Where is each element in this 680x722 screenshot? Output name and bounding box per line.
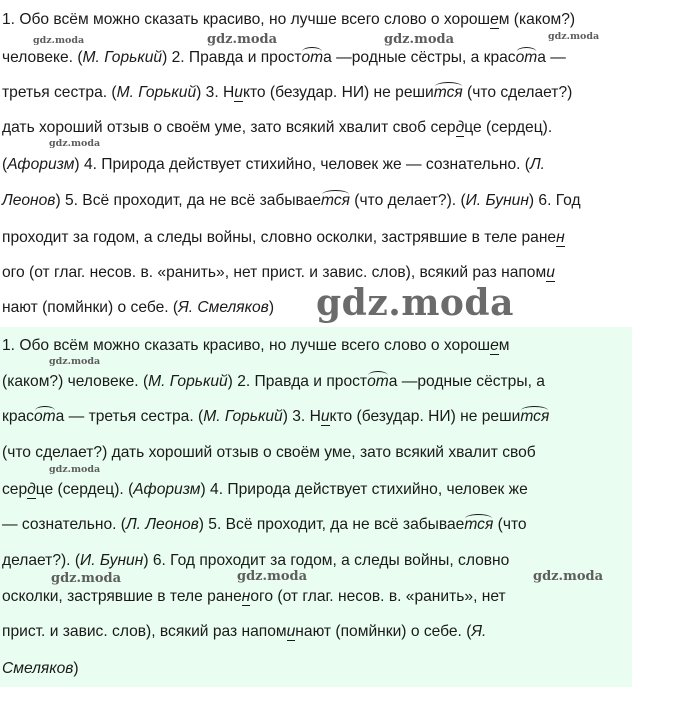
text-segment: (что сделает?) — [462, 84, 573, 101]
text-segment: дать хороший отзыв о своём уме, зато всякий хвалит своб сер — [2, 119, 456, 136]
text-segment: (что — [493, 516, 527, 533]
text-line — [2, 118, 552, 138]
text-segment: ) 6. Год проходит за годом, а следы войны, словно — [143, 552, 510, 569]
watermark-text: gdz.moda — [533, 569, 604, 584]
text-segment: ) 3. Н — [282, 408, 321, 425]
author-citation: Афоризм — [7, 156, 75, 173]
text-line — [2, 191, 581, 211]
author-citation: Афоризм — [133, 481, 201, 498]
author-citation: Леонов — [2, 192, 56, 209]
text-segment: (что делает?). ( — [349, 192, 466, 209]
text-segment: (каком?) человеке. ( — [2, 373, 149, 390]
author-citation: Я. Смеляков — [178, 299, 269, 316]
morpheme-root-mark: от — [301, 49, 324, 66]
orthogram-underline: н — [241, 588, 251, 605]
text-line — [2, 515, 527, 535]
text-segment: ) 4. Природа действует стихийно, человек же — сознательно. ( — [74, 156, 530, 173]
text-line — [2, 83, 572, 103]
text-segment: кто (безудар. НИ) не реши — [329, 408, 521, 425]
text-segment: 1. Обо всём можно сказать красиво, но лучше всего слово о хорош — [2, 337, 491, 354]
text-line — [2, 443, 536, 463]
text-segment: ) 6. Год — [528, 192, 581, 209]
text-segment: ( — [2, 156, 8, 173]
text-segment: ого (от глаг. несов. в. «ранить», нет прист. и завис. слов), всякий раз напом — [2, 264, 547, 281]
watermark-text: gdz.moda — [384, 32, 455, 47]
author-citation: М. Горький — [203, 408, 283, 425]
text-segment: проходит за годом, а следы войны, словно осколки, застрявшие в теле ране — [2, 229, 557, 246]
orthogram-underline: д — [455, 119, 465, 136]
text-segment: це (сердец). — [464, 119, 553, 136]
text-segment: — сознательно. ( — [2, 516, 126, 533]
text-segment: 1. Обо всём можно сказать красиво, но лучше всего слово о хорош — [2, 11, 491, 28]
text-block-highlighted — [0, 327, 632, 687]
text-segment: нают (помйнки) о себе. ( — [2, 299, 179, 316]
morpheme-root-mark: тся — [520, 408, 550, 425]
text-segment: прист. и завис. слов), всякий раз напом — [2, 623, 287, 640]
author-citation: Смеляков — [2, 660, 74, 677]
orthogram-underline: и — [234, 84, 243, 101]
text-line — [2, 622, 486, 642]
author-citation: И. Бунин — [80, 552, 144, 569]
text-segment: м — [498, 337, 510, 354]
text-line — [2, 48, 566, 68]
watermark-text: gdz.moda — [51, 571, 122, 586]
text-segment: третья сестра. ( — [2, 84, 117, 101]
morpheme-root-mark: от — [33, 408, 56, 425]
text-line — [2, 372, 545, 392]
watermark-text: gdz.moda — [207, 32, 278, 47]
text-segment: кто (безудар. НИ) не реши — [242, 84, 434, 101]
orthogram-underline: и — [320, 408, 330, 425]
orthogram-underline: е — [490, 337, 499, 354]
text-segment: ) 5. Всё проходит, да не всё забывае — [198, 516, 465, 533]
text-segment: делает?). ( — [2, 552, 81, 569]
text-segment: а — третья сестра. ( — [55, 408, 204, 425]
author-citation: М. Горький — [148, 373, 228, 390]
watermark-text: gdz.moda — [33, 35, 85, 46]
watermark-text: gdz.moda — [49, 464, 101, 475]
morpheme-root-mark: от — [515, 49, 538, 66]
text-line — [2, 10, 575, 30]
author-citation: Л. — [529, 156, 546, 173]
text-segment: а — — [537, 49, 566, 66]
morpheme-root-mark: от — [367, 373, 389, 390]
text-segment: а —родные сёстры, а — [388, 373, 545, 390]
text-line — [2, 263, 555, 283]
text-line — [2, 298, 274, 318]
text-line — [2, 228, 565, 248]
text-segment: ) 2. Правда и прост — [162, 49, 302, 66]
text-segment: ) 2. Правда и прост — [227, 373, 368, 390]
author-citation: Я. — [471, 623, 487, 640]
text-segment: ) 5. Всё проходит, да не всё забывае — [55, 192, 322, 209]
text-segment: м (каком?) — [498, 11, 576, 28]
text-segment: человеке. ( — [2, 49, 83, 66]
text-line — [2, 407, 549, 427]
watermark-text: gdz.moda — [548, 31, 600, 42]
watermark-logo: gdz.moda — [316, 282, 514, 324]
orthogram-underline: и — [286, 623, 296, 640]
text-segment: ) — [268, 299, 275, 316]
watermark-text: gdz.moda — [49, 356, 101, 367]
text-segment: крас — [2, 408, 34, 425]
orthogram-underline: н — [556, 229, 565, 246]
text-segment: це (сердец). ( — [35, 481, 134, 498]
orthogram-underline: д — [27, 481, 36, 498]
text-segment: осколки, застрявшие в теле ране — [2, 588, 242, 605]
text-line — [2, 155, 545, 175]
author-citation: Л. Леонов — [125, 516, 199, 533]
text-segment: (что сделает?) дать хороший отзыв о своём уме, зато всякий хвалит своб — [2, 444, 536, 461]
text-segment: ) 3. Н — [196, 84, 235, 101]
text-line — [2, 551, 509, 571]
text-segment: а —родные сёстры, а крас — [323, 49, 516, 66]
watermark-text: gdz.moda — [49, 138, 101, 149]
author-citation: М. Горький — [82, 49, 163, 66]
author-citation: И. Бунин — [465, 192, 529, 209]
orthogram-underline: е — [490, 11, 499, 28]
text-line — [2, 587, 506, 607]
morpheme-root-mark: тся — [321, 192, 350, 209]
text-block-original — [0, 0, 632, 322]
orthogram-underline: и — [546, 264, 555, 281]
text-segment: ) — [73, 660, 79, 677]
text-line — [2, 480, 528, 500]
morpheme-root-mark: тся — [433, 84, 463, 101]
text-segment: ого (от глаг. несов. в. «ранить», нет — [250, 588, 506, 605]
text-segment: нают (помйнки) о себе. ( — [295, 623, 472, 640]
text-line — [2, 336, 509, 356]
text-line — [2, 659, 79, 679]
author-citation: М. Горький — [116, 84, 197, 101]
text-segment: ) 4. Природа действует стихийно, человек же — [200, 481, 528, 498]
morpheme-root-mark: тся — [464, 516, 494, 533]
text-segment: сер — [2, 481, 28, 498]
watermark-text: gdz.moda — [237, 569, 308, 584]
